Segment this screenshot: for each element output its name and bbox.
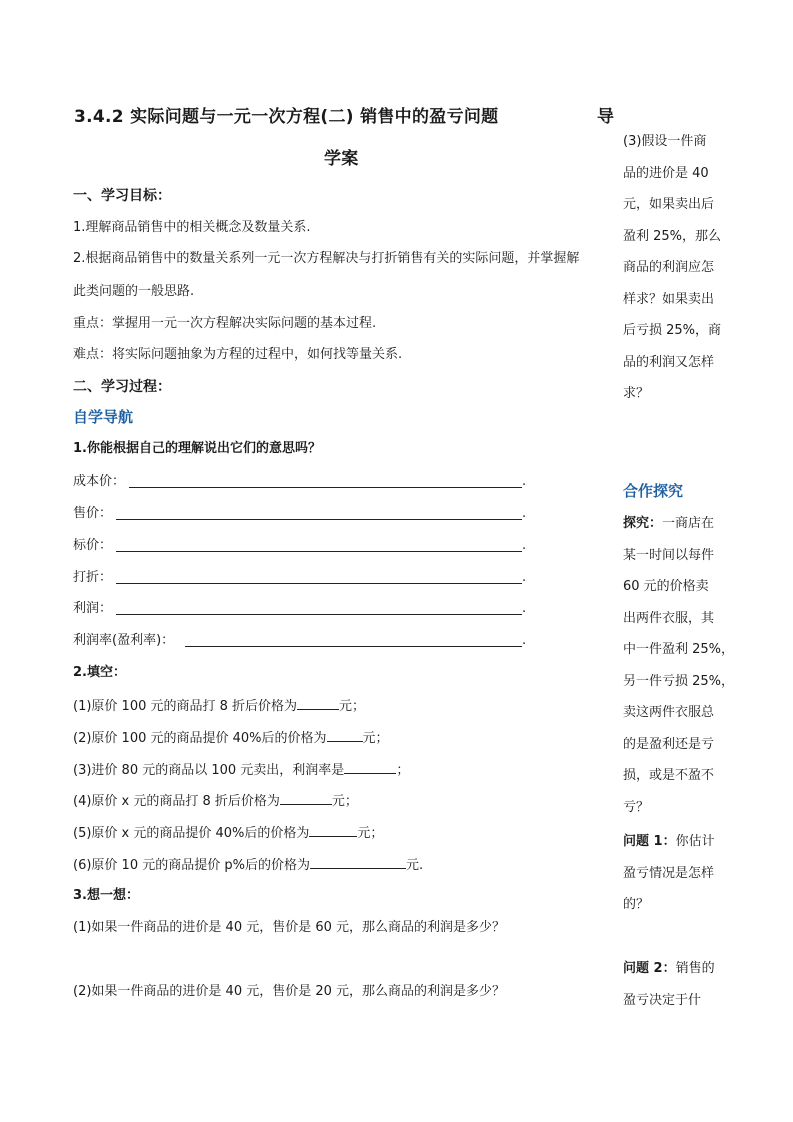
problem-2-label: 问题 2： <box>623 961 676 976</box>
fill-unit: 元. <box>405 858 424 873</box>
sidebar-line: 的是盈利还是亏 <box>623 736 715 752</box>
fill-blank[interactable] <box>344 761 396 774</box>
page-subtitle: 学案 <box>324 149 359 169</box>
self-study-heading: 自学导航 <box>73 408 134 426</box>
fill-text: (3)进价 80 元的商品以 100 元卖出，利润率是 <box>73 763 345 778</box>
sidebar-problem-1 <box>623 826 715 921</box>
page-title-tail: 导 <box>597 107 615 127</box>
term-end-dot: . <box>522 538 527 553</box>
answer-line[interactable] <box>116 551 522 552</box>
section-heading-goals: 一、学习目标： <box>73 188 171 204</box>
sidebar-line: 你估计 <box>675 834 715 849</box>
sidebar-line: 盈亏情况是怎样 <box>623 865 715 881</box>
term-end-dot: . <box>522 633 527 648</box>
fill-unit: 元； <box>339 699 366 714</box>
term-end-dot: . <box>522 601 527 616</box>
sidebar-line: 的？ <box>623 897 650 912</box>
fill-item <box>73 824 383 842</box>
page-title: 3.4.2 实际问题与一元一次方程(二) 销售中的盈亏问题 <box>74 107 499 127</box>
sidebar-line: 损，或是不盈不 <box>623 768 715 783</box>
goal-1: 1.理解商品销售中的相关概念及数量关系. <box>73 220 311 235</box>
term-end-dot: . <box>522 506 527 521</box>
fill-text: (1)原价 100 元的商品打 8 折后价格为 <box>73 699 298 714</box>
fill-unit: 元； <box>357 826 384 841</box>
goal-2-line-2: 此类问题的一般思路. <box>73 284 195 299</box>
sidebar-line: 盈亏决定于什 <box>623 992 702 1008</box>
fill-text: (2)原价 100 元的商品提价 40%后的价格为 <box>73 731 327 746</box>
sidebar-line: 元，如果卖出后 <box>623 197 715 212</box>
fill-item <box>73 792 358 810</box>
think-1: (1)如果一件商品的进价是 40 元，售价是 60 元，那么商品的利润是多少？ <box>73 920 506 935</box>
sidebar-think-3 <box>623 126 721 410</box>
fill-unit: 元； <box>331 794 358 809</box>
fill-blank[interactable] <box>310 856 406 869</box>
answer-line[interactable] <box>116 519 522 520</box>
sidebar-line: 盈利 25%，那么 <box>623 228 722 244</box>
term-marked-price: 标价： <box>73 538 113 553</box>
term-end-dot: . <box>522 570 527 585</box>
fill-item <box>73 729 389 747</box>
difficulty: 难点：将实际问题抽象为方程的过程中，如何找等量关系. <box>73 347 403 362</box>
fill-item <box>73 761 409 779</box>
think-2: (2)如果一件商品的进价是 40 元，售价是 20 元，那么商品的利润是多少？ <box>73 984 506 999</box>
sidebar-line: 中一件盈利 25%， <box>623 642 735 657</box>
question-3: 3.想一想： <box>73 888 139 903</box>
fill-blank[interactable] <box>327 729 363 742</box>
sidebar-line: 样求？如果卖出 <box>623 291 715 307</box>
sidebar-line: 出两件衣服，其 <box>623 610 715 626</box>
fill-text: (5)原价 x 元的商品提价 40%后的价格为 <box>73 826 310 841</box>
sidebar-line: 销售的 <box>675 961 715 976</box>
sidebar-line: 亏？ <box>623 799 650 815</box>
sidebar-line: 求？ <box>623 386 650 401</box>
sidebar-line: 60 元的价格卖 <box>623 579 709 594</box>
answer-line[interactable] <box>185 646 522 647</box>
answer-line[interactable] <box>129 487 522 488</box>
section-heading-process: 二、学习过程： <box>73 379 171 395</box>
sidebar-line: 另一件亏损 25%， <box>623 673 735 689</box>
term-profit-rate: 利润率(盈利率)： <box>73 633 175 648</box>
fill-item <box>73 856 423 874</box>
term-cost-price: 成本价： <box>73 474 126 489</box>
sidebar-problem-2 <box>623 953 715 1016</box>
sidebar-exploration <box>623 508 734 823</box>
sidebar-line: (3)假设一件商 <box>623 134 707 149</box>
fill-unit: ； <box>396 763 410 778</box>
fill-unit: 元； <box>362 731 389 746</box>
question-1: 1.你能根据自己的理解说出它们的意思吗？ <box>73 441 321 456</box>
question-2: 2.填空： <box>73 665 126 680</box>
fill-item <box>73 697 365 715</box>
fill-text: (6)原价 10 元的商品提价 p%后的价格为 <box>73 858 310 873</box>
answer-line[interactable] <box>116 583 522 584</box>
sidebar-line: 一商店在 <box>662 516 715 531</box>
fill-blank[interactable] <box>280 792 332 805</box>
sidebar-line: 商品的利润应怎 <box>623 260 715 275</box>
answer-line[interactable] <box>116 614 522 615</box>
sidebar-line: 品的利润又怎样 <box>623 354 715 370</box>
sidebar-line: 后亏损 25%，商 <box>623 323 722 338</box>
sidebar-line: 某一时间以每件 <box>623 547 715 563</box>
fill-text: (4)原价 x 元的商品打 8 折后价格为 <box>73 794 280 809</box>
fill-blank[interactable] <box>297 697 339 710</box>
term-discount: 打折： <box>73 570 113 585</box>
term-profit: 利润： <box>73 601 113 616</box>
fill-blank[interactable] <box>309 824 357 837</box>
sidebar-line: 卖这两件衣服总 <box>623 705 715 720</box>
goal-2-line-1: 2.根据商品销售中的数量关系列一元一次方程解决与打折销售有关的实际问题，并掌握解 <box>73 251 580 266</box>
term-selling-price: 售价： <box>73 506 113 521</box>
explore-label: 探究： <box>623 516 663 531</box>
key-point: 重点：掌握用一元一次方程解决实际问题的基本过程. <box>73 316 377 331</box>
problem-1-label: 问题 1： <box>623 834 676 849</box>
term-end-dot: . <box>522 474 527 489</box>
cooperative-exploration-heading: 合作探究 <box>623 482 684 500</box>
sidebar-line: 品的进价是 40 <box>623 165 709 181</box>
